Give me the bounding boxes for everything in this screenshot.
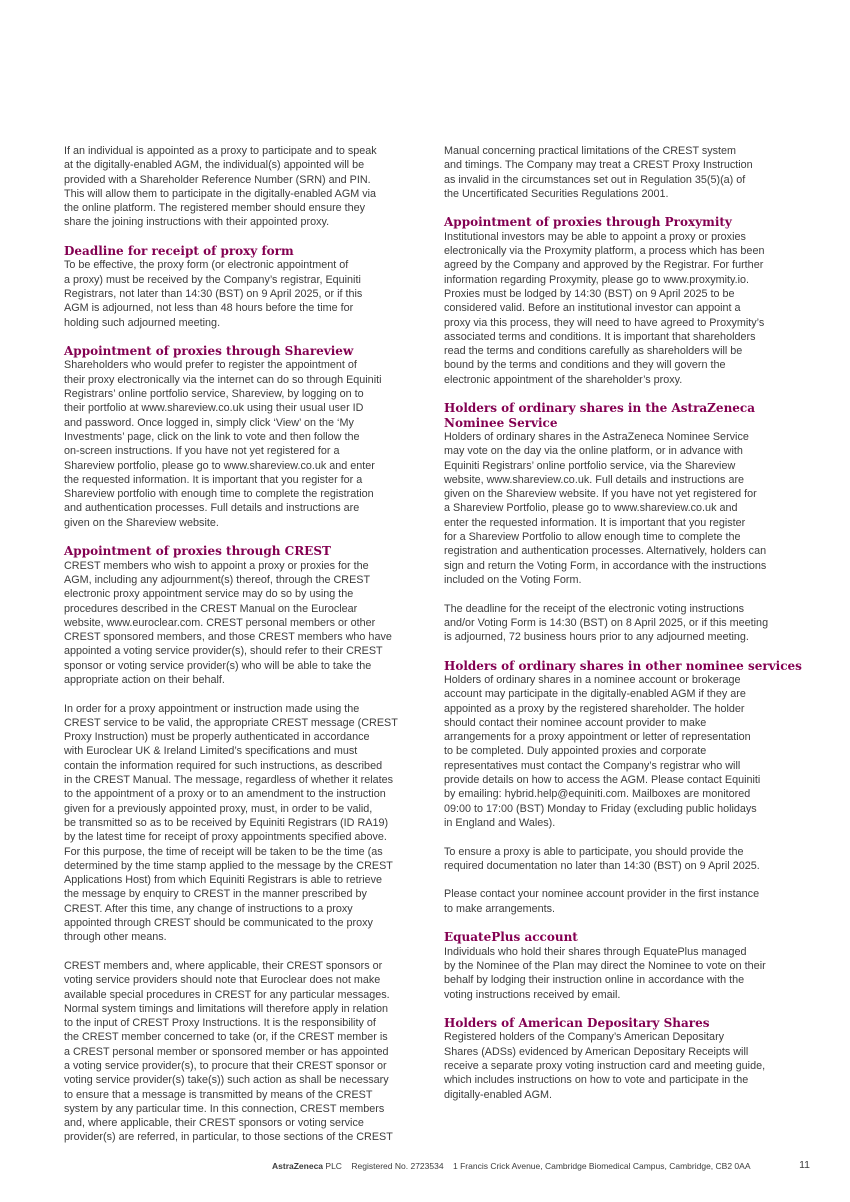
proxymity-heading: Appointment of proxies through Proxymity: [444, 215, 732, 230]
shareview-paragraph: Shareholders who would prefer to register the appointment of their proxy electronically via the internet can do so through Equiniti Registrars’ online portfolio service, Shareview, by logging on to their portfolio at www.shareview.co.uk using their usual user ID and password. Once logged in, simply click ‘View’ on the ‘My Investments’ page, click on the link to vote and then follow the on-screen instructions. If you have not yet registered for a Shareview portfolio, please go to www.shareview.co.uk and enter the requested information. It is important that you register for a Shareview portfolio with enough time to complete the registration and authentication processes. Full details and instructions are given on the Shareview website.: [64, 359, 382, 529]
other-nominee-paragraph-1: Holders of ordinary shares in a nominee account or brokerage account may participate in the digitally-enabled AGM if they are appointed as a proxy by the registered shareholder. The holder should contact their nominee account provider to make arrangements for a proxy appointment or letter of representation to be completed. Duly appointed proxies and corporate representatives must contact the Company’s registrar who will provide details on how to access the AGM. Please contact Equiniti by emailing: hybrid.help@equiniti.com. Mailboxes are monitored 09:00 to 17:00 (BST) Monday to Friday (excluding public holidays in England and Wales).: [444, 673, 761, 829]
other-nominee-heading: Holders of ordinary shares in other nominee services: [444, 658, 802, 673]
left-column: [64, 144, 432, 1145]
deadline-heading: Deadline for receipt of proxy form: [64, 244, 294, 259]
other-nominee-paragraph-3: Please contact your nominee account provider in the first instance to make arrangements.: [444, 888, 760, 915]
right-column: [444, 144, 812, 1102]
equateplus-heading: EquatePlus account: [444, 930, 578, 945]
page-footer: [272, 1161, 810, 1171]
ads-paragraph: Registered holders of the Company’s American Depositary Shares (ADSs) evidenced by American Depositary Receipts will receive a separate proxy voting instruction card and meeting guide, which includes instructions on how to vote and participate in the digitally-enabled AGM.: [444, 1031, 766, 1101]
footer-company-name: AstraZeneca: [272, 1161, 324, 1171]
crest-heading: Appointment of proxies through CREST: [64, 544, 331, 559]
shareview-heading: Appointment of proxies through Shareview: [64, 344, 354, 359]
ads-heading: Holders of American Depositary Shares: [444, 1016, 710, 1031]
page-number: 11: [799, 1159, 810, 1171]
other-nominee-paragraph-2: To ensure a proxy is able to participate, you should provide the required documentation no later than 14:30 (BST) on 9 April 2025.: [444, 845, 760, 872]
footer-address: 1 Francis Crick Avenue, Cambridge Biomedical Campus, Cambridge, CB2 0AA: [453, 1161, 751, 1171]
crest-paragraph-1: CREST members who wish to appoint a proxy or proxies for the AGM, including any adjournment(s) thereof, through the CREST electronic proxy appointment service may do so by using the procedures described in the CREST Manual on the Euroclear website, www.euroclear.com. CREST personal members or other CREST sponsored members, and those CREST members who have appointed a voting service provider(s), should refer to their CREST sponsor or voting service provider(s) who will be able to take the appropriate action on their behalf.: [64, 559, 392, 686]
deadline-paragraph: To be effective, the proxy form (or electronic appointment of a proxy) must be received by the Company’s registrar, Equiniti Registrars, not later than 14:30 (BST) on 9 April 2025, or if this AGM is adjourned, not less than 48 hours before the time for holding such adjourned meeting.: [64, 259, 363, 329]
footer-plc: PLC: [325, 1161, 342, 1171]
nominee-service-heading: Holders of ordinary shares in the AstraZeneca Nominee Service: [444, 401, 756, 430]
crest-paragraph-3: CREST members and, where applicable, their CREST sponsors or voting service providers should note that Euroclear does not make available special procedures in CREST for any particular messages. Normal system timings and limitations will therefore apply in relation to the input of CREST Proxy Instructions. It is the responsibility of the CREST member concerned to take (or, if the CREST member is a CREST personal member or sponsored member or has appointed a voting service provider(s), to procure that their CREST sponsor or voting service provider(s) take(s)) such action as shall be necessary to ensure that a message is transmitted by means of the CREST system by any particular time. In this connection, CREST members and, where applicable, their CREST sponsors or voting service provider(s) are referred, in particular, to those sections of the CREST: [64, 959, 393, 1144]
footer-registered-number: Registered No. 2723534: [351, 1161, 444, 1171]
crest-paragraph-2: In order for a proxy appointment or instruction made using the CREST service to be valid, the appropriate CREST message (CREST Proxy Instruction) must be properly authenticated in accordance with Euroclear UK & Ireland Limited’s specifications and must contain the information required for such instructions, as described in the CREST Manual. The message, regardless of whether it relates to the appointment of a proxy or to an amendment to the instruction given for a previously appointed proxy, must, in order to be valid, be transmitted so as to be received by Equiniti Registrars (ID RA19) by the latest time for receipt of proxy appointments specified above. For this purpose, the time of receipt will be taken to be the time (as determined by the time stamp applied to the message by the CREST Applications Host) from which Equiniti Registrars is able to retrieve the message by enquiry to CREST in the manner prescribed by CREST. After this time, any change of instructions to a proxy appointed through CREST should be communicated to the proxy through other means.: [64, 702, 398, 944]
nominee-service-paragraph-2: The deadline for the receipt of the electronic voting instructions and/or Voting Form is 14:30 (BST) on 8 April 2025, or if this meeting is adjourned, 72 business hours prior to any adjourned meeting.: [444, 602, 769, 644]
proxy-intro-paragraph: If an individual is appointed as a proxy to participate and to speak at the digitally-enabled AGM, the individual(s) appointed will be provided with a Shareholder Reference Number (SRN) and PIN. This will allow them to participate in the digitally-enabled AGM via the online platform. The registered member should ensure they share the joining instructions with their appointed proxy.: [64, 145, 377, 229]
crest-continued-paragraph: Manual concerning practical limitations of the CREST system and timings. The Company may treat a CREST Proxy Instruction as invalid in the circumstances set out in Regulation 35(5)(a) of the Uncertificated Securities Regulations 2001.: [444, 145, 753, 200]
nominee-service-paragraph-1: Holders of ordinary shares in the AstraZeneca Nominee Service may vote on the day via the online platform, or in advance with Equiniti Registrars’ online portfolio service, via the Shareview website, www.shareview.co.uk. Full details and instructions are given on the Shareview website. If you have not yet registered for a Shareview Portfolio, please go to www.shareview.co.uk and enter the requested information. It is important that you register for a Shareview Portfolio to allow enough time to complete the registration and authentication processes. Alternatively, holders can sign and return the Voting Form, in accordance with the instructions included on the Voting Form.: [444, 430, 767, 586]
proxymity-paragraph: Institutional investors may be able to appoint a proxy or proxies electronically via the Proxymity platform, a process which has been agreed by the Company and approved by the Registrar. For further information regarding Proxymity, please go to www.proxymity.io. Proxies must be lodged by 14:30 (BST) on 9 April 2025 to be considered valid. Before an institutional investor can appoint a proxy via this process, they will need to have agreed to Proxymity’s associated terms and conditions. It is important that shareholders read the terms and conditions carefully as shareholders will be bound by the terms and conditions and they will govern the electronic appointment of the shareholder’s proxy.: [444, 230, 765, 386]
equateplus-paragraph: Individuals who hold their shares through EquatePlus managed by the Nominee of the Plan may direct the Nominee to vote on their behalf by lodging their instruction online in accordance with the voting instructions received by email.: [444, 945, 766, 1001]
